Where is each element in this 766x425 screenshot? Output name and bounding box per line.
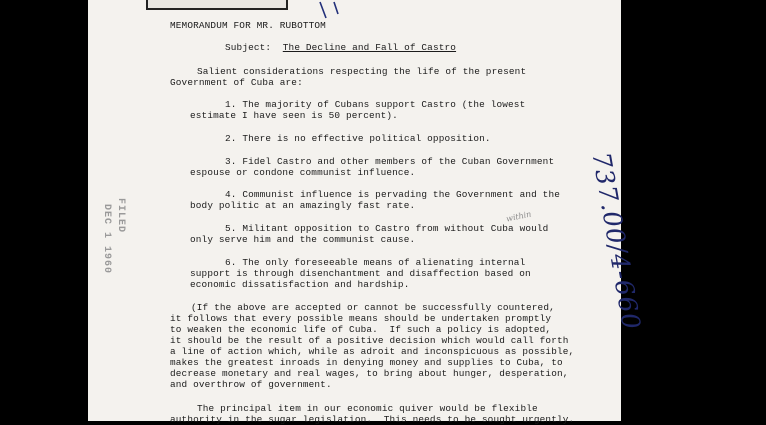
subject-line xyxy=(225,42,456,53)
closing-line-1: (If the above are accepted or cannot be successfully countered, xyxy=(191,302,555,313)
point-5-line-1: 5. Militant opposition to Castro from without Cuba would xyxy=(225,223,549,234)
closing-line-5: a line of action which, while as adroit and inconspicuous as possible, xyxy=(170,346,575,357)
closing-line-2: it follows that every possible means should be undertaken promptly xyxy=(170,313,552,324)
intro-line-1: Salient considerations respecting the life of the present xyxy=(197,66,527,77)
subject-title: The Decline and Fall of Castro xyxy=(282,42,457,53)
point-6-line-1: 6. The only foreseeable means of alienating internal xyxy=(225,257,526,268)
closing-line-3: to weaken the economic life of Cuba. If such a policy is adopted, xyxy=(170,324,552,335)
point-5-line-2: only serve him and the communist cause. xyxy=(190,234,416,245)
closing-line-4: it should be the result of a positive decision which would call forth xyxy=(170,335,569,346)
point-1-line-1: 1. The majority of Cubans support Castro (the lowest xyxy=(225,99,526,110)
last-line-1: The principal item in our economic quiver would be flexible xyxy=(197,403,538,414)
closing-line-6: makes the greatest inroads in denying money and supplies to Cuba, to xyxy=(170,357,563,368)
subject-label: Subject: xyxy=(225,42,272,53)
last-line-2: authority in the sugar legislation. This needs to be sought urgently. xyxy=(170,414,575,425)
point-4-line-1: 4. Communist influence is pervading the Government and the xyxy=(225,189,561,200)
point-6-line-3: economic dissatisfaction and hardship. xyxy=(190,279,410,290)
point-6-line-2: support is through disenchantment and disaffection based on xyxy=(190,268,531,279)
point-4-line-2: body politic at an amazingly fast rate. xyxy=(190,200,416,211)
memo-to: MEMORANDUM FOR MR. RUBOTTOM xyxy=(170,20,326,31)
closing-line-8: and overthrow of government. xyxy=(170,379,332,390)
closing-line-7: decrease monetary and real wages, to bring about hunger, desperation, xyxy=(170,368,569,379)
point-3-line-2: espouse or condone communist influence. xyxy=(190,167,416,178)
intro-line-2: Government of Cuba are: xyxy=(170,77,303,88)
point-2-line-1: 2. There is no effective political opposition. xyxy=(225,133,491,144)
pencil-note: within xyxy=(505,209,533,224)
handwritten-file-number: 737.00/4-660 xyxy=(586,150,647,333)
point-3-line-1: 3. Fidel Castro and other members of the Cuban Government xyxy=(225,156,555,167)
header-stamp-box xyxy=(146,0,288,10)
filed-date-stamp: DEC 1 1960 xyxy=(101,204,112,275)
point-1-line-2: estimate I have seen is 50 percent). xyxy=(190,110,398,121)
memo-page xyxy=(88,0,647,425)
filed-stamp: FILED xyxy=(115,198,126,234)
